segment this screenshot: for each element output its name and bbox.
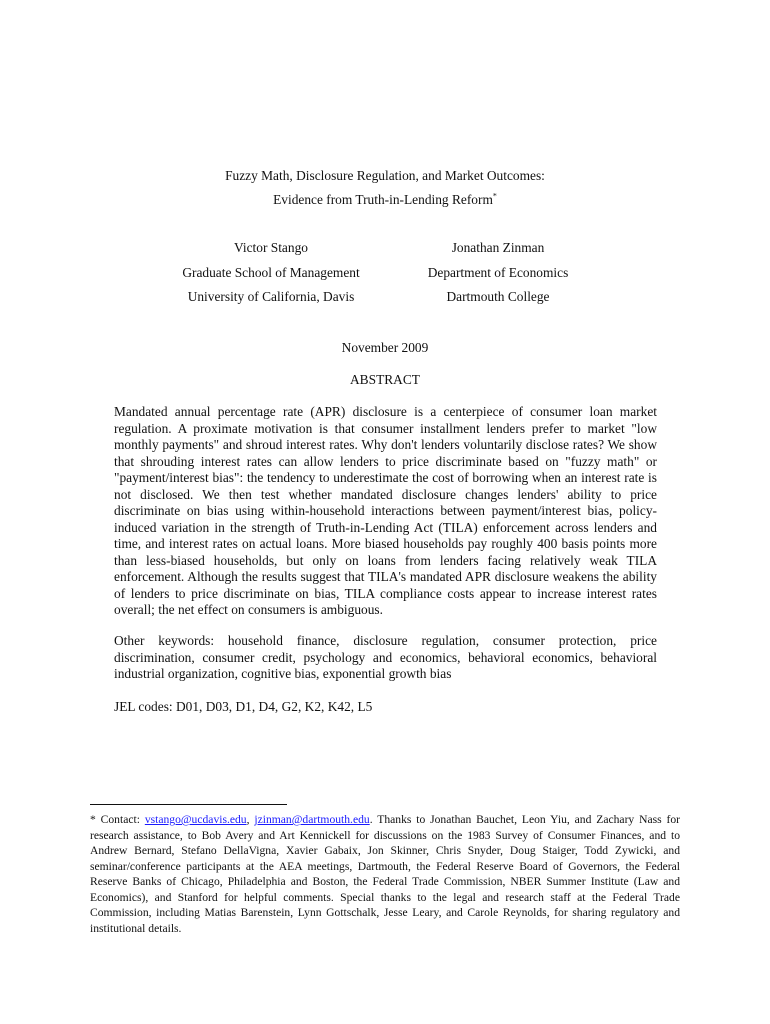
publication-date: November 2009 xyxy=(341,340,429,355)
email-separator: , xyxy=(246,813,250,826)
author-name: Jonathan Zinman xyxy=(451,240,545,255)
contact-label: Contact: xyxy=(100,813,140,826)
abstract-body: Mandated annual percentage rate (APR) disclosure is a centerpiece of consumer loan market regulation. A proximate motivation is that consumer installment lenders prefer to market "low monthly payments" and shroud interest rates. Why don't lenders voluntarily disclose rates? We show that shrouding interest rates can allow lenders to price discriminate based on "fuzzy math" or "payment/interest bias": the tendency to underestimate the cost of borrowing when an interest rate is not disclosed. We then test whether mandated disclosure changes lenders' ability to price discriminate on bias using within-household interactions between payment/interest bias, policy-induced variation in the strength of Truth-in-Lending Act (TILA) enforcement across lenders and time, and interest rates on actual loans. More biased households pay roughly 400 basis points more than less-biased households, but only on loans from lenders facing relatively weak TILA enforcement. Although the results suggest that TILA's mandated APR disclosure weakens the ability of lenders to price discriminate on bias, TILA compliance costs appear to increase interest rates overall; the net effect on consumers is ambiguous. xyxy=(114,404,657,617)
email-link-stango[interactable]: vstango@ucdavis.edu xyxy=(144,813,247,826)
paper-title-line-2 xyxy=(0,191,770,208)
paper-title-line-2-text: Evidence from Truth-in-Lending Reform xyxy=(273,192,493,207)
abstract-heading: ABSTRACT xyxy=(350,372,420,387)
footnote-divider xyxy=(90,804,287,805)
footnote-text: . Thanks to Jonathan Bauchet, Leon Yiu, and Zachary Nass for research assistance, to Bob Avery and Art Kennickell for discussions on the 1983 Survey of Consumer Finances, and to Andrew Bernard, Stefano DellaVigna, Xavier Gabaix, Jon Skinner, Chris Snyder, Doug Staiger, Todd Zywicki, and seminar/conference participants at the AEA meetings, Dartmouth, the Federal Reserve Board of Governors, the Federal Reserve Banks of Chicago, Philadelphia and Boston, the Federal Trade Commission, NBER Summer Institute (Law and Economics), and Stanford for helpful comments. Special thanks to the legal and research staff at the Federal Trade Commission, including Matias Barenstein, Lynn Gottschalk, Jesse Leary, and Carole Reynolds, for sharing regulatory and institutional details. xyxy=(90,813,680,935)
author-institution: University of California, Davis xyxy=(187,289,355,304)
author-block-zinman xyxy=(368,236,628,310)
title-footnote-marker[interactable]: * xyxy=(492,191,497,201)
paper-title-line-1: Fuzzy Math, Disclosure Regulation, and Market Outcomes: xyxy=(225,168,545,183)
acknowledgement-footnote xyxy=(90,812,680,936)
author-affiliation: Department of Economics xyxy=(427,264,569,280)
author-affiliation: Graduate School of Management xyxy=(182,264,360,280)
jel-codes: JEL codes: D01, D03, D1, D4, G2, K2, K42, L5 xyxy=(114,699,373,714)
keywords-paragraph: Other keywords: household finance, disclosure regulation, consumer protection, price discrimination, consumer credit, psychology and economics, behavioral economics, behavioral industrial organization, cognitive bias, exponential growth bias xyxy=(114,633,657,681)
email-link-zinman[interactable]: jzinman@dartmouth.edu xyxy=(254,813,370,826)
author-institution: Dartmouth College xyxy=(446,289,550,304)
footnote-marker: * xyxy=(90,813,96,826)
author-block-stango xyxy=(141,236,401,310)
author-name: Victor Stango xyxy=(234,240,308,255)
